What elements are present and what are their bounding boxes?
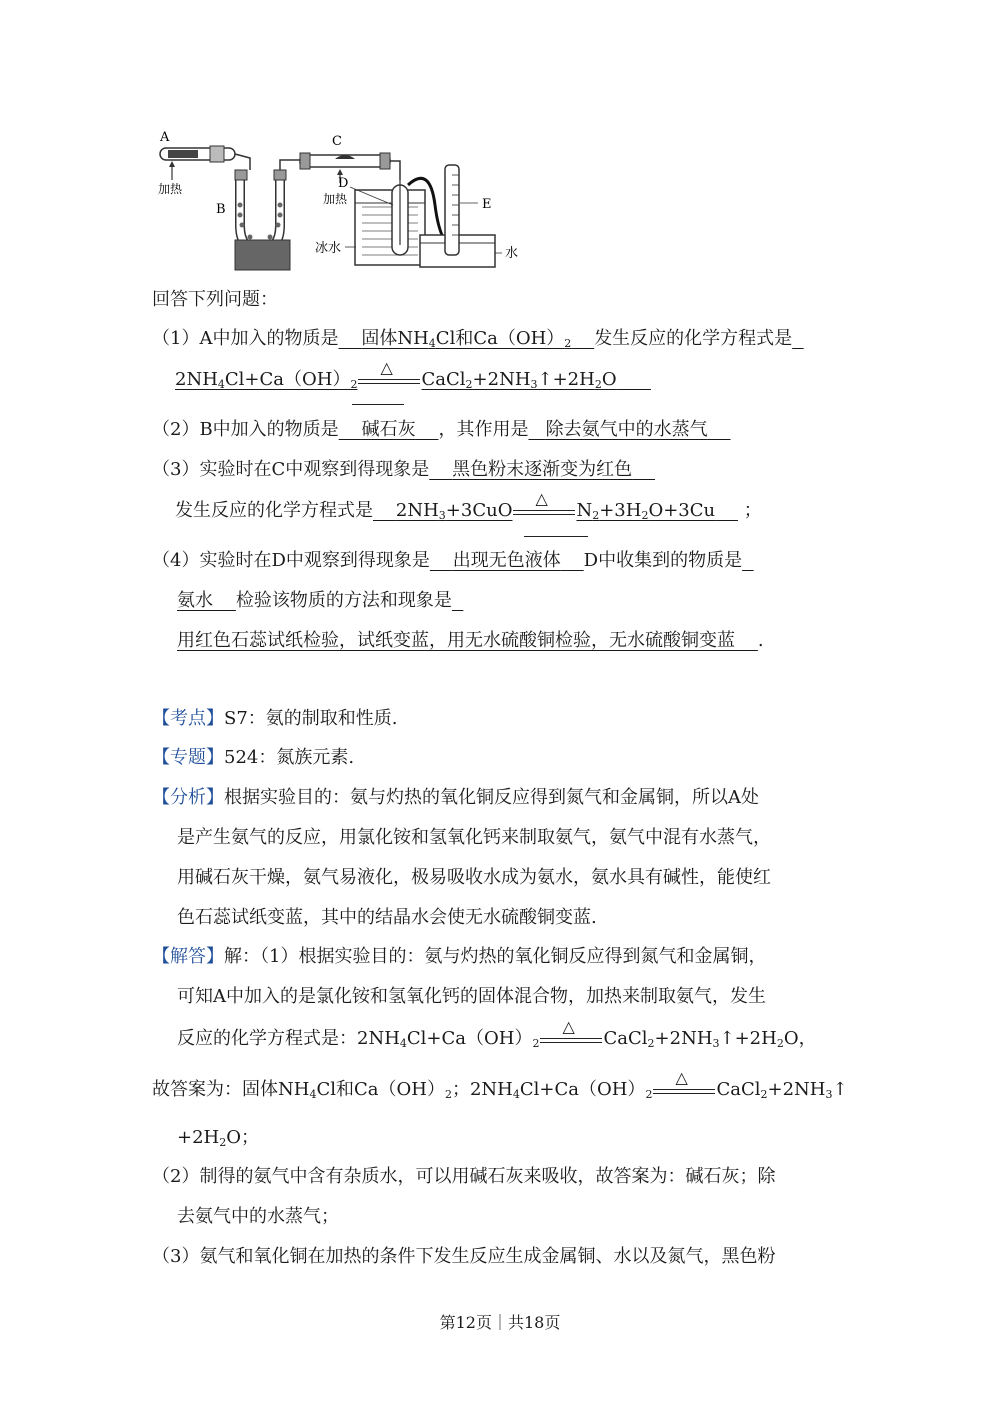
q4-end: . [757,630,764,651]
q4-answer3 [177,630,758,651]
delta-icon: △ [535,489,548,508]
q3-eq-lead: 发生反应的化学方程式是 [175,500,373,521]
eq-text: N [576,500,593,521]
jieda-line3: 反应的化学方程式是：$2NH_4Cl+Ca(OH)_2$ △ $CaCl_2+2NH_3↑+2H_2O$， [177,1017,817,1050]
q2-ans: 碱石灰 [361,419,416,440]
eq-text: 2NH [469,1079,513,1100]
heat-equals-sign [653,1068,715,1100]
eq-sub: 4 [512,1088,520,1101]
q1-line1 [152,327,804,351]
q4-line2 [177,589,463,613]
eq-text: 2NH [395,500,439,521]
eq-text: Cl+Ca（OH） [406,1028,533,1049]
eq-sub: 4 [399,1037,407,1050]
q1-sub: 2 [564,337,572,350]
blank [452,590,463,611]
zhuanti-tag: 【专题】 [152,747,224,768]
fenxi-line3: 用碱石灰干燥，氨气易液化，极易吸收水成为氨水，氨水具有碱性，能使红 [177,867,771,888]
heat-equals-sign [513,489,575,521]
q2-line [152,418,731,442]
eq-sub: 4 [217,378,225,391]
kaodian-tag: 【考点】 [152,708,224,729]
jieda-tag: 【解答】 [152,946,224,967]
heat-equals-sign [358,358,420,390]
fenxi-tag: 【分析】 [152,787,224,808]
eq-text: O+3Cu [648,500,716,521]
q2-mid: ，其作用是 [438,419,529,440]
jieda-line4: 故答案为：固体$NH_4Cl$和$Ca(OH)_2$；$2NH_4Cl+Ca(OH)_2$ △ $CaCl_2+2NH_3↑$ [152,1068,848,1101]
q3-line1 [152,458,655,482]
fenxi-text: 根据实验目的：氨与灼热的氧化铜反应得到氮气和金属铜，所以A处 [224,787,759,808]
q4-ans3: 用红色石蕊试纸检验，试纸变蓝，用无水硫酸铜检验，无水硫酸铜变蓝 [177,630,735,651]
eq-text: +2NH [767,1079,826,1100]
eq-sub: 2 [647,1037,655,1050]
fenxi-line4: 色石蕊试纸变蓝，其中的结晶水会使无水硫酸铜变蓝. [177,907,597,928]
eq-text: CaCl [716,1079,761,1100]
label-a: A [160,130,170,145]
prompt: 回答下列问题： [152,289,278,310]
eq-sub: 3 [438,509,446,522]
tube-c [300,153,400,183]
q3-answer-rule [524,536,588,537]
eq-text: ； [451,1079,470,1100]
eq-text: +3H [599,500,642,521]
eq-sub: 3 [712,1037,720,1050]
q1-lead: （1）A中加入的物质是 [152,328,339,349]
q1-eq-underlined [175,358,651,391]
q4-line3 [177,629,764,653]
jieda-line7: 去氨气中的水蒸气； [177,1206,339,1227]
q3-ans: 黑色粉末逐渐变为红色 [452,459,633,480]
eq-sub: 2 [219,1136,227,1149]
q4-line1 [152,549,754,573]
q1-sub: 4 [428,337,436,350]
eq-text: O [783,1028,799,1049]
eq-sub: 2 [641,509,649,522]
label-ice-water: 冰水 [315,241,342,256]
eq-text: +2H [177,1127,220,1148]
zhuanti [152,746,354,770]
apparatus-figure [150,125,530,275]
u-tube-b [235,160,300,270]
q1-answer [338,328,594,349]
eq-text: Cl和Ca（OH） [316,1079,445,1100]
eq-text: O [601,369,617,390]
label-d: D [338,176,349,191]
eq-sub: 3 [530,378,538,391]
q4-mid: D中收集到的物质是 [583,550,743,571]
q4-ans: 出现无色液体 [452,550,561,571]
eq-text: 2NH [357,1028,400,1049]
eq-sub: 2 [645,1088,653,1101]
eq-sub: 2 [444,1088,452,1101]
label-b: B [216,202,226,217]
eq-sub: 2 [592,509,600,522]
q1-ans-a: 固体NH [361,328,429,349]
eq-sub: 3 [825,1088,833,1101]
jieda-line2: 可知A中加入的是氯化铵和氢氧化钙的固体混合物，加热来制取氨气，发生 [177,986,766,1007]
eq-text: +2NH [654,1028,713,1049]
heat-equals-sign [540,1017,602,1049]
blank [742,550,753,571]
jieda-text: 解：（1）根据实验目的：氨与灼热的氧化铜反应得到氮气和金属铜， [224,946,767,967]
q3-answer [429,459,655,480]
beaker-d [345,180,425,265]
eq-sub: 2 [532,1037,540,1050]
eq-text: ↑+2H [537,369,595,390]
eq-text: +2NH [472,369,531,390]
q3-lead: （3）实验时在C中观察到得现象是 [152,459,430,480]
q3-end: ； [743,500,762,521]
eq-text: O； [226,1127,259,1148]
q1-equation [175,358,651,392]
eq-text: Cl+Ca（OH） [519,1079,646,1100]
jieda-line6: （2）制得的氨气中含有杂质水，可以用碱石灰来吸收，故答案为：碱石灰；除 [152,1166,776,1187]
q1-after: 发生反应的化学方程式是 [594,328,793,349]
q4-answer [430,550,584,571]
eq-sub: 2 [776,1037,784,1050]
jieda-line1 [152,945,766,969]
q3-line2 [175,489,762,523]
eq-sub: 4 [309,1088,317,1101]
eq-text: 2NH [175,369,218,390]
jieda-eq-lead: 反应的化学方程式是： [177,1028,357,1049]
kaodian-text: S7：氨的制取和性质. [224,708,398,729]
eq-text: +3CuO [445,500,513,521]
zhuanti-text: 524：氮族元素. [224,747,355,768]
eq-sub: 2 [350,378,358,391]
jieda-line5 [177,1126,259,1150]
jieda-answer-lead: 故答案为：固体NH [152,1079,310,1100]
q4-ans2: 氨水 [177,590,213,611]
q2-answer [339,419,439,440]
eq-sub: 2 [465,378,473,391]
fenxi-line2: 是产生氨气的反应，用氯化铵和氢氧化钙来制取氨气，氨气中混有水蒸气， [177,827,771,848]
fenxi-line1 [152,786,759,810]
eq-sub: 2 [594,378,602,391]
eq-text: Cl+Ca（OH） [224,369,351,390]
q3-equation [373,489,738,522]
q1-answer-rule [352,404,404,405]
q2-ans2: 除去氨气中的水蒸气 [545,419,708,440]
page-footer: 第12页｜共18页 [439,1313,561,1332]
q1-ans-b: Cl和Ca（OH） [435,328,565,349]
eq-text: CaCl [603,1028,648,1049]
q4-mid2: 检验该物质的方法和现象是 [235,590,452,611]
eq-sub: 2 [760,1088,768,1101]
kaodian [152,707,398,731]
label-e: E [482,197,492,212]
q4-lead: （4）实验时在D中观察到得现象是 [152,550,430,571]
eq-text: ↑+2H [719,1028,777,1049]
q4-answer2 [177,590,236,611]
blank [792,328,803,349]
delta-icon: △ [380,358,393,377]
delta-icon: △ [562,1017,575,1036]
label-water: 水 [505,246,519,261]
label-c: C [332,134,342,149]
q2-lead: （2）B中加入的物质是 [152,419,339,440]
jieda-line8: （3）氨气和氧化铜在加热的条件下发生反应生成金属铜、水以及氮气，黑色粉 [152,1246,776,1267]
eq-text: CaCl [421,369,466,390]
q2-answer2 [528,419,730,440]
label-heat-1: 加热 [158,182,183,196]
delta-icon: △ [675,1068,688,1087]
label-heat-2: 加热 [323,192,348,206]
